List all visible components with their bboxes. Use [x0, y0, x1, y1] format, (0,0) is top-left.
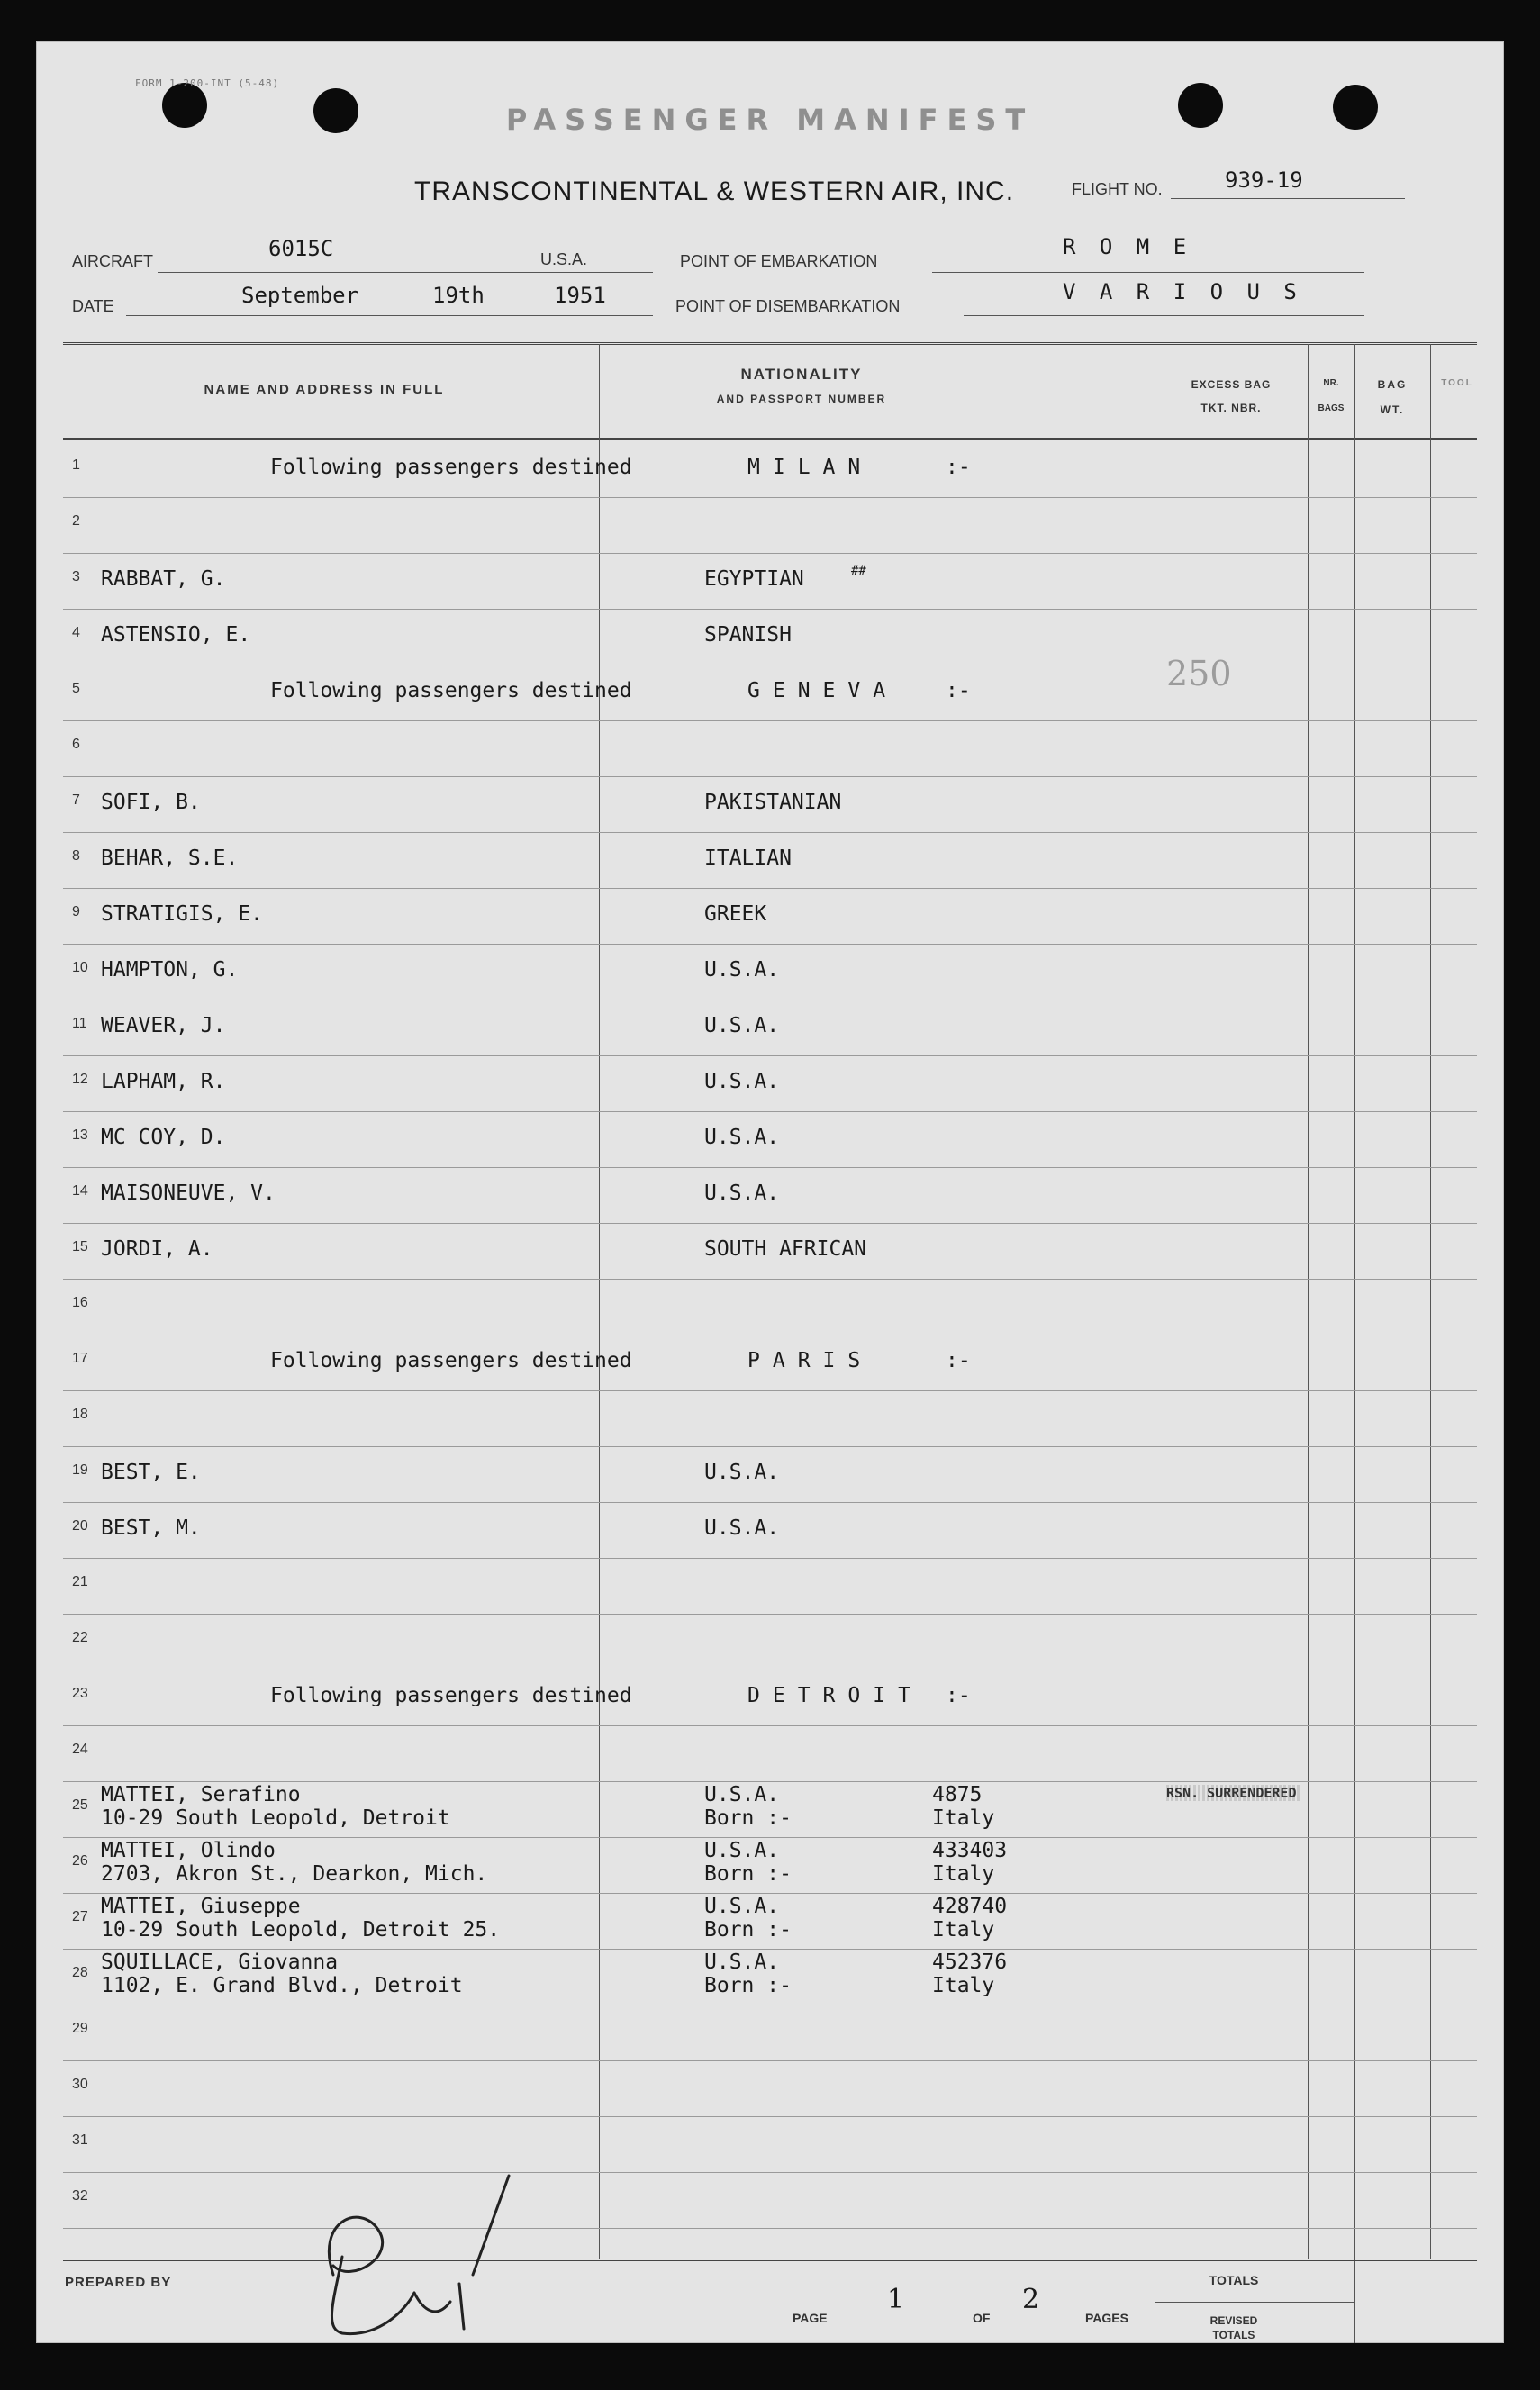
destination-city: GENEVA	[747, 679, 899, 702]
passenger-name: BEST, E.	[101, 1461, 201, 1484]
destination-heading: Following passengers destined	[270, 1684, 632, 1707]
birth-country: Italy	[932, 1806, 995, 1830]
pages-label: PAGES	[1085, 2311, 1128, 2325]
destination-tail: :-	[946, 679, 971, 702]
passenger-name: ASTENSIO, E.	[101, 623, 251, 647]
passenger-name: HAMPTON, G.	[101, 958, 239, 982]
footer-rule	[63, 2259, 1477, 2261]
table-row	[63, 888, 1477, 945]
row-number: 26	[72, 1853, 88, 1869]
destination-city: PARIS	[747, 1349, 874, 1372]
revised-totals-label-1: REVISED	[1209, 2314, 1258, 2327]
passenger-nationality: U.S.A.	[704, 1516, 780, 1540]
row-number: 13	[72, 1127, 88, 1143]
row-number: 8	[72, 848, 80, 864]
aircraft-number: 6015C	[268, 236, 334, 261]
passenger-name: MATTEI, Serafino	[101, 1783, 301, 1806]
col-extra-header: TOOL	[1441, 378, 1473, 388]
row-number: 1	[72, 457, 80, 473]
disembarkation-value: V A R I O U S	[1063, 279, 1302, 304]
totals-label: TOTALS	[1209, 2273, 1259, 2287]
embarkation-value: R O M E	[1063, 234, 1192, 259]
passenger-nationality: U.S.A.	[704, 1126, 780, 1149]
row-number: 5	[72, 681, 80, 696]
row-number: 14	[72, 1183, 88, 1199]
birth-country: Italy	[932, 1918, 995, 1942]
date-year: 1951	[554, 283, 606, 308]
row-number: 29	[72, 2021, 88, 2036]
passenger-nationality: SPANISH	[704, 623, 792, 647]
passenger-nationality: U.S.A.	[704, 1951, 780, 1974]
table-row	[63, 2060, 1477, 2117]
row-number: 28	[72, 1965, 88, 1980]
flight-label: FLIGHT NO.	[1072, 180, 1163, 198]
disembarkation-label: POINT OF DISEMBARKATION	[675, 297, 901, 315]
passenger-birth-label: Born :-	[704, 1862, 792, 1886]
passenger-nationality: U.S.A.	[704, 958, 780, 982]
table-row	[63, 2116, 1477, 2173]
page-of-label: OF	[973, 2311, 991, 2325]
col-excess-sub: TKT. NBR.	[1200, 402, 1262, 414]
passport-number: 4875	[932, 1783, 983, 1806]
date-day: 19th	[432, 283, 485, 308]
passenger-nationality: U.S.A.	[704, 1461, 780, 1484]
table-row	[63, 497, 1477, 554]
header-bottom-rule	[63, 438, 1477, 440]
aircraft-reg: U.S.A.	[540, 250, 588, 268]
row-number: 6	[72, 737, 80, 752]
embarkation-underline	[932, 272, 1364, 273]
destination-tail: :-	[946, 1349, 971, 1372]
passenger-name: RABBAT, G.	[101, 567, 226, 591]
passport-number: 452376	[932, 1951, 1008, 1974]
row-number: 3	[72, 569, 80, 584]
birth-country: Italy	[932, 1974, 995, 1997]
passenger-nationality: U.S.A.	[704, 1014, 780, 1037]
destination-heading: Following passengers destined	[270, 679, 632, 702]
aircraft-underline	[158, 272, 653, 273]
col-bags-sub: BAGS	[1318, 403, 1345, 413]
table-row	[63, 2005, 1477, 2061]
revised-totals-label-2: TOTALS	[1212, 2329, 1255, 2341]
header-top-rule	[63, 342, 1477, 345]
passport-number: 428740	[932, 1895, 1008, 1918]
table-row	[63, 1279, 1477, 1335]
passenger-nationality: U.S.A.	[704, 1895, 780, 1918]
row-number: 11	[72, 1016, 87, 1031]
passenger-nationality: U.S.A.	[704, 1181, 780, 1205]
col-weight-sub: WT.	[1380, 403, 1405, 416]
table-row	[63, 1614, 1477, 1670]
passenger-address: 10-29 South Leopold, Detroit 25.	[101, 1918, 501, 1942]
passenger-name: MATTEI, Olindo	[101, 1839, 276, 1862]
row-number: 16	[72, 1295, 88, 1310]
disembarkation-underline	[964, 315, 1364, 316]
row-number: 7	[72, 792, 80, 808]
passenger-address: 2703, Akron St., Dearkon, Mich.	[101, 1862, 488, 1886]
passenger-nationality: PAKISTANIAN	[704, 791, 842, 814]
row-number: 2	[72, 513, 80, 529]
passenger-nationality: U.S.A.	[704, 1839, 780, 1862]
col-excess-header: EXCESS BAG	[1191, 378, 1272, 391]
flight-number: 939-19	[1225, 167, 1303, 193]
passenger-nationality: U.S.A.	[704, 1070, 780, 1093]
page-label: PAGE	[793, 2311, 828, 2325]
prepared-by-label: PREPARED BY	[65, 2275, 172, 2290]
page-total: 2	[1022, 2284, 1040, 2315]
passenger-nationality: SOUTH AFRICAN	[704, 1237, 867, 1261]
nationality-mark: ##	[851, 564, 866, 578]
embarkation-label: POINT OF EMBARKATION	[680, 252, 878, 270]
passenger-name: MAISONEUVE, V.	[101, 1181, 276, 1205]
col-bags-header: NR.	[1323, 378, 1339, 388]
table-row	[63, 1390, 1477, 1447]
date-underline	[126, 315, 653, 316]
destination-city: DETROIT	[747, 1684, 923, 1707]
table-row	[63, 2172, 1477, 2229]
row-number: 15	[72, 1239, 88, 1254]
passenger-address: 10-29 South Leopold, Detroit	[101, 1806, 450, 1830]
passenger-name: MC COY, D.	[101, 1126, 226, 1149]
row-number: 21	[72, 1574, 88, 1589]
passenger-birth-label: Born :-	[704, 1974, 792, 1997]
surrendered-stamp: RSN. SURRENDERED	[1166, 1785, 1301, 1801]
passenger-nationality: ITALIAN	[704, 846, 792, 870]
passenger-birth-label: Born :-	[704, 1918, 792, 1942]
passenger-name: SQUILLACE, Giovanna	[101, 1951, 339, 1974]
passenger-nationality: EGYPTIAN	[704, 567, 804, 591]
page-title: PASSENGER MANIFEST	[505, 103, 1035, 137]
col-name-header: NAME AND ADDRESS IN FULL	[204, 382, 445, 397]
row-number: 12	[72, 1072, 88, 1087]
row-number: 20	[72, 1518, 88, 1534]
row-number: 22	[72, 1630, 88, 1645]
row-number: 31	[72, 2132, 88, 2148]
col-nationality-sub: AND PASSPORT NUMBER	[716, 393, 887, 405]
birth-country: Italy	[932, 1862, 995, 1886]
col-weight-header: BAG	[1377, 378, 1408, 391]
date-month: September	[241, 283, 359, 308]
destination-tail: :-	[946, 1684, 971, 1707]
row-number: 27	[72, 1909, 88, 1924]
row-number: 30	[72, 2077, 88, 2092]
passenger-nationality: U.S.A.	[704, 1783, 780, 1806]
company-name: TRANSCONTINENTAL & WESTERN AIR, INC.	[414, 177, 1015, 206]
row-number: 4	[72, 625, 80, 640]
row-number: 32	[72, 2188, 88, 2204]
aircraft-label: AIRCRAFT	[72, 252, 153, 270]
row-number: 17	[72, 1351, 88, 1366]
table-row	[63, 1725, 1477, 1782]
table-row	[63, 1558, 1477, 1615]
date-label: DATE	[72, 297, 114, 315]
passenger-name: MATTEI, Giuseppe	[101, 1895, 301, 1918]
page-current: 1	[887, 2284, 905, 2315]
passenger-name: SOFI, B.	[101, 791, 201, 814]
row-number: 24	[72, 1742, 88, 1757]
row-number: 18	[72, 1407, 88, 1422]
passenger-nationality: GREEK	[704, 902, 767, 926]
passenger-address: 1102, E. Grand Blvd., Detroit	[101, 1974, 463, 1997]
passenger-name: LAPHAM, R.	[101, 1070, 226, 1093]
row-number: 25	[72, 1797, 88, 1813]
excess-bag-value: 250	[1166, 654, 1232, 693]
row-number: 19	[72, 1462, 88, 1478]
destination-heading: Following passengers destined	[270, 456, 632, 479]
row-number: 10	[72, 960, 88, 975]
destination-heading: Following passengers destined	[270, 1349, 632, 1372]
table-row	[63, 720, 1477, 777]
passenger-name: BEHAR, S.E.	[101, 846, 239, 870]
col-nationality-header: NATIONALITY	[740, 366, 863, 383]
passenger-birth-label: Born :-	[704, 1806, 792, 1830]
passenger-name: JORDI, A.	[101, 1237, 213, 1261]
manifest-sheet	[36, 41, 1504, 2343]
row-number: 23	[72, 1686, 88, 1701]
destination-tail: :-	[946, 456, 971, 479]
flight-underline	[1171, 198, 1405, 199]
passenger-name: STRATIGIS, E.	[101, 902, 264, 926]
destination-city: MILAN	[747, 456, 874, 479]
passenger-name: WEAVER, J.	[101, 1014, 226, 1037]
totals-rule	[1155, 2302, 1354, 2303]
row-number: 9	[72, 904, 80, 919]
signature	[279, 2167, 531, 2343]
passport-number: 433403	[932, 1839, 1008, 1862]
passenger-name: BEST, M.	[101, 1516, 201, 1540]
form-number: FORM 1-200-INT (5-48)	[135, 77, 280, 89]
